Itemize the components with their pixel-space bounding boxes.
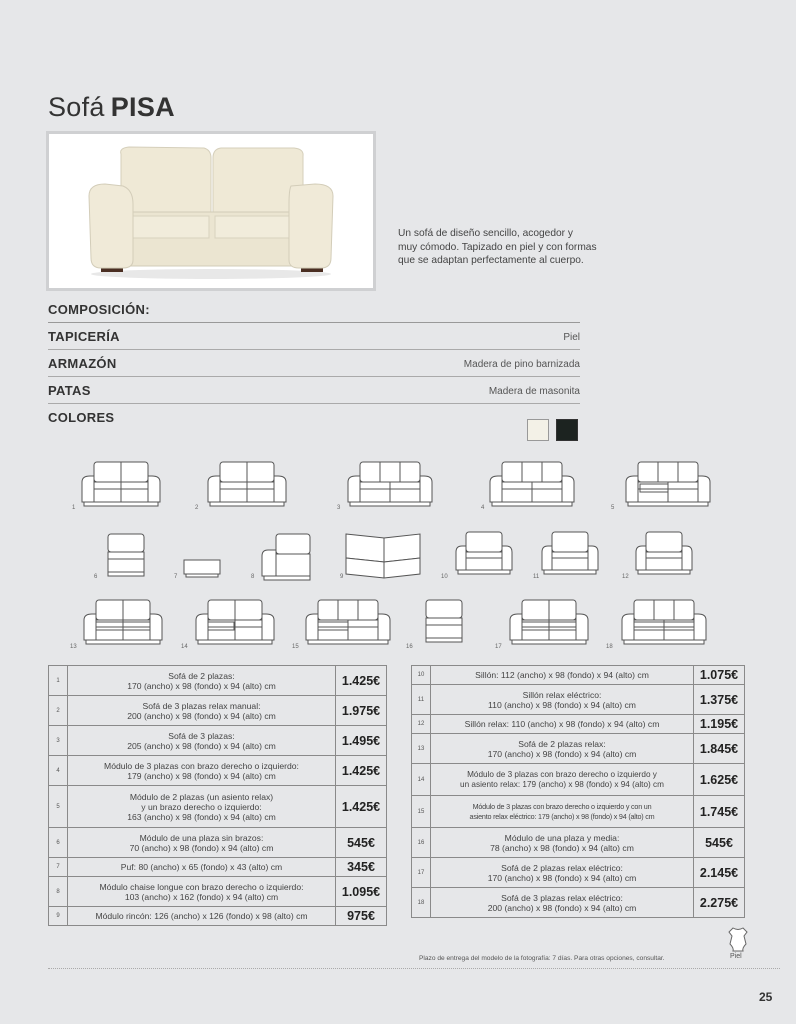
row-price: 1.075€	[694, 666, 745, 685]
module-number: 3	[337, 505, 341, 511]
description-line: Módulo de 2 plazas (un asiento relax)	[129, 791, 274, 802]
table-row	[412, 858, 745, 888]
row-number: 17	[412, 858, 431, 888]
description-line: Sofá de 2 plazas relax eléctrico:	[501, 862, 623, 873]
module-number: 5	[611, 505, 615, 511]
module-number: 2	[195, 505, 199, 511]
description-line: Módulo de 3 plazas con brazo derecho o izquierdo:	[104, 760, 299, 771]
description-line: 78 (ancho) x 98 (fondo) x 94 (alto) cm	[490, 842, 634, 853]
module-number: 9	[340, 574, 344, 580]
table-row	[412, 715, 745, 734]
module-number: 4	[481, 505, 485, 511]
row-price: 1.745€	[694, 796, 745, 828]
table-row	[49, 877, 387, 907]
description-line: muy cómodo. Tapizado en piel y con formas	[398, 241, 597, 253]
row-price: 545€	[694, 828, 745, 858]
row-price: 1.495€	[336, 726, 387, 756]
row-price: 1.095€	[336, 877, 387, 907]
description-line: 170 (ancho) x 98 (fondo) x 94 (alto) cm	[487, 872, 637, 883]
row-description	[68, 828, 336, 858]
row-number: 9	[49, 907, 68, 926]
table-row	[412, 666, 745, 685]
description-line: Módulo rincón: 126 (ancho) x 126 (fondo) x 98 (alto) cm	[95, 911, 308, 921]
tapiceria-label: TAPICERÍA	[48, 329, 120, 344]
row-description	[431, 764, 694, 796]
armazon-label: ARMAZÓN	[48, 356, 117, 371]
leather-icon	[727, 926, 749, 952]
patas-label: PATAS	[48, 383, 91, 398]
row-price: 345€	[336, 858, 387, 877]
table-row	[49, 756, 387, 786]
row-price: 1.975€	[336, 696, 387, 726]
row-description	[431, 858, 694, 888]
description-line: Sofá de 2 plazas relax:	[518, 738, 606, 749]
row-description	[68, 786, 336, 828]
row-number: 3	[49, 726, 68, 756]
description-line: 70 (ancho) x 98 (fondo) x 94 (alto) cm	[129, 842, 274, 853]
row-description	[68, 858, 336, 877]
row-number: 2	[49, 696, 68, 726]
description-line: Sillón relax eléctrico:	[522, 689, 602, 700]
description-line: asiento relax eléctrico: 179 (ancho) x 98 (fondo) x 94 (alto) cm	[469, 811, 655, 821]
row-number: 6	[49, 828, 68, 858]
leather-label: Piel	[730, 953, 742, 960]
module-number: 17	[495, 644, 502, 650]
row-description	[68, 666, 336, 696]
module-number: 15	[292, 644, 299, 650]
description-line: Puf: 80 (ancho) x 65 (fondo) x 43 (alto) cm	[120, 862, 283, 872]
row-number: 7	[49, 858, 68, 877]
row-price: 1.845€	[694, 734, 745, 764]
table-row	[49, 786, 387, 828]
row-description	[431, 685, 694, 715]
description-line: y un brazo derecho o izquierdo:	[141, 801, 262, 812]
composicion-label: COMPOSICIÓN:	[48, 302, 150, 317]
description-line: 200 (ancho) x 98 (fondo) x 94 (alto) cm	[487, 902, 637, 913]
row-price: 975€	[336, 907, 387, 926]
description-line: Un sofá de diseño sencillo, acogedor y	[398, 228, 573, 239]
row-description	[431, 796, 694, 828]
description-line: 103 (ancho) x 162 (fondo) x 94 (alto) cm	[124, 891, 279, 902]
module-number: 10	[441, 574, 448, 580]
table-row	[49, 726, 387, 756]
row-description	[431, 666, 694, 685]
description-line: Módulo de una plaza sin brazos:	[139, 832, 264, 843]
row-description	[431, 734, 694, 764]
description-line: Sofá de 3 plazas relax manual:	[142, 700, 261, 711]
row-number: 18	[412, 888, 431, 918]
module-number: 11	[533, 574, 540, 580]
armazon-value: Madera de pino barnizada	[463, 359, 580, 370]
table-row	[412, 734, 745, 764]
row-number: 13	[412, 734, 431, 764]
module-number: 8	[251, 574, 255, 580]
module-number: 6	[94, 574, 98, 580]
description-line: 179 (ancho) x 98 (fondo) x 94 (alto) cm	[127, 770, 276, 781]
row-price: 1.425€	[336, 756, 387, 786]
row-description	[431, 828, 694, 858]
description-line: Sillón relax: 110 (ancho) x 98 (fondo) x 94 (alto) cm	[464, 719, 660, 729]
module-number: 14	[181, 644, 188, 650]
title-name: PISA	[110, 92, 175, 122]
row-number: 12	[412, 715, 431, 734]
row-description	[68, 696, 336, 726]
row-number: 15	[412, 796, 431, 828]
description-line: 170 (ancho) x 98 (fondo) x 94 (alto) cm	[127, 680, 276, 691]
row-number: 8	[49, 877, 68, 907]
row-description	[431, 888, 694, 918]
description-line: un asiento relax: 179 (ancho) x 98 (fondo) x 94 (alto) cm	[460, 779, 664, 789]
row-description	[431, 715, 694, 734]
row-description	[68, 726, 336, 756]
description-line: 110 (ancho) x 98 (fondo) x 94 (alto) cm	[488, 699, 636, 710]
page-number: 25	[759, 990, 773, 1004]
module-number: 7	[174, 574, 178, 580]
description-line: 200 (ancho) x 98 (fondo) x 94 (alto) cm	[127, 710, 276, 721]
row-price: 545€	[336, 828, 387, 858]
table-row	[49, 907, 387, 926]
table-row	[49, 696, 387, 726]
table-row	[412, 764, 745, 796]
table-row	[412, 828, 745, 858]
patas-value: Madera de masonita	[488, 386, 580, 397]
table-row	[412, 888, 745, 918]
row-number: 1	[49, 666, 68, 696]
colores-label: COLORES	[48, 410, 115, 425]
module-number: 12	[622, 574, 629, 580]
row-number: 11	[412, 685, 431, 715]
footer-divider	[48, 968, 780, 969]
row-description	[68, 907, 336, 926]
table-row	[412, 796, 745, 828]
delivery-note: Plazo de entrega del modelo de la fotografía: 7 días. Para otras opciones, consultar.	[419, 955, 665, 962]
module-number: 16	[406, 644, 413, 650]
tapiceria-value: Piel	[563, 332, 580, 343]
description-line: Sillón: 112 (ancho) x 98 (fondo) x 94 (alto) cm	[475, 670, 649, 680]
description-line: Sofá de 2 plazas:	[168, 670, 235, 681]
row-price: 1.425€	[336, 786, 387, 828]
description-line: 170 (ancho) x 98 (fondo) x 94 (alto) cm	[487, 748, 637, 759]
description-line: que se adaptan perfectamente al cuerpo.	[398, 255, 584, 266]
row-price: 1.375€	[694, 685, 745, 715]
row-description	[68, 877, 336, 907]
description-line: Sofá de 3 plazas relax eléctrico:	[501, 892, 623, 903]
module-number: 18	[606, 644, 613, 650]
table-row	[49, 666, 387, 696]
table-row	[49, 828, 387, 858]
price-table-right	[411, 665, 745, 918]
row-price: 1.195€	[694, 715, 745, 734]
row-number: 16	[412, 828, 431, 858]
description-line: Módulo chaise longue con brazo derecho o izquierdo:	[99, 881, 304, 892]
title-prefix: Sofá	[48, 92, 105, 122]
price-table-left	[48, 665, 387, 926]
row-description	[68, 756, 336, 786]
description-line: Sofá de 3 plazas:	[168, 730, 235, 741]
description-line: Módulo de una plaza y media:	[504, 832, 620, 843]
row-number: 5	[49, 786, 68, 828]
description-line: Módulo de 3 plazas con brazo derecho o izquierdo y con un	[472, 801, 652, 811]
module-number: 1	[72, 505, 76, 511]
row-price: 2.145€	[694, 858, 745, 888]
row-number: 10	[412, 666, 431, 685]
module-number: 13	[70, 644, 77, 650]
row-number: 4	[49, 756, 68, 786]
row-price: 1.625€	[694, 764, 745, 796]
table-row	[49, 858, 387, 877]
description-line: 205 (ancho) x 98 (fondo) x 94 (alto) cm	[127, 740, 276, 751]
row-number: 14	[412, 764, 431, 796]
row-price: 1.425€	[336, 666, 387, 696]
description-line: Módulo de 3 plazas con brazo derecho o izquierdo y	[467, 769, 657, 779]
table-row	[412, 685, 745, 715]
row-price: 2.275€	[694, 888, 745, 918]
description-line: 163 (ancho) x 98 (fondo) x 94 (alto) cm	[127, 811, 276, 822]
